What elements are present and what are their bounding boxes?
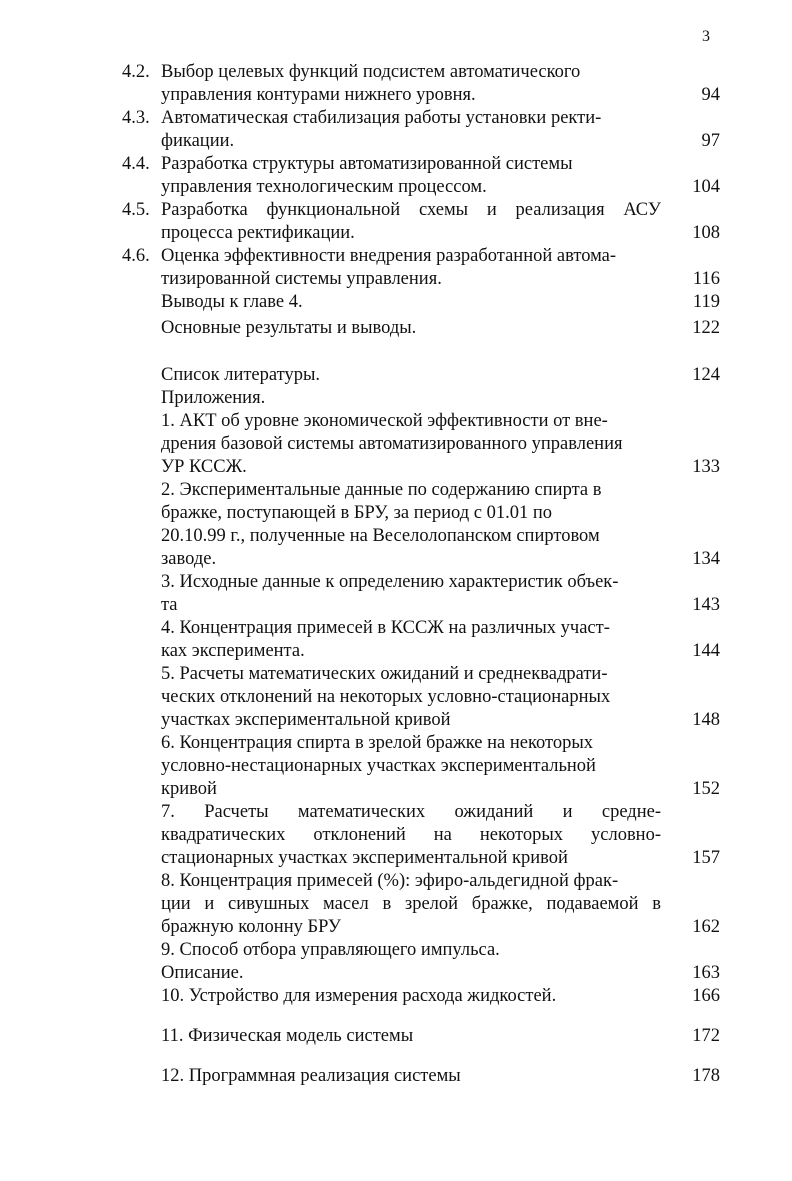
toc-entry-line: Выводы к главе 4.	[161, 292, 303, 312]
toc-entry-line: 1. АКТ об уровне экономической эффективности от вне-	[161, 411, 608, 431]
toc-entry-page: 104	[692, 177, 720, 197]
toc-entry-number: 4.3.	[122, 108, 150, 128]
page-number: 3	[702, 28, 710, 45]
toc-entry-line: 12. Программная реализация системы	[161, 1066, 461, 1086]
toc-entry-line: Разработка функциональной схемы и реализация АСУ	[161, 200, 661, 220]
toc-entry-line: квадратических отклонений на некоторых условно-	[161, 825, 661, 845]
toc-entry-line: УР КССЖ.	[161, 457, 247, 477]
toc-entry-page: 166	[692, 986, 720, 1006]
toc-entry-page: 124	[692, 365, 720, 385]
toc-entry-line: процесса ректификации.	[161, 223, 355, 243]
toc-entry-line: Основные результаты и выводы.	[161, 318, 417, 338]
toc-entry-line: условно-нестационарных участках экспериментальной	[161, 756, 596, 776]
toc-entry-page: 133	[692, 457, 720, 477]
toc-entry-number: 4.2.	[122, 62, 150, 82]
toc-entry-line: 3. Исходные данные к определению характеристик объек-	[161, 572, 619, 592]
toc-entry-page: 116	[692, 269, 720, 289]
toc-entry-line: 4. Концентрация примесей в КССЖ на различных участ-	[161, 618, 610, 638]
toc-entry-page: 144	[692, 641, 720, 661]
toc-entry-line: заводе.	[161, 549, 217, 569]
toc-entry-line: кривой	[161, 779, 217, 799]
toc-entry-line: дрения базовой системы автоматизированного управления	[161, 434, 623, 454]
toc-entry-line: 8. Концентрация примесей (%): эфиро-альдегидной фрак-	[161, 871, 619, 891]
toc-entry-line: стационарных участках экспериментальной кривой	[161, 848, 568, 868]
toc-entry-line: Разработка структуры автоматизированной системы	[161, 154, 573, 174]
toc-entry-line: та	[161, 595, 178, 615]
toc-entry-line: Приложения.	[161, 388, 266, 408]
toc-entry-line: Описание.	[161, 963, 244, 983]
toc-entry-page: 97	[701, 131, 720, 151]
toc-entry-page: 148	[692, 710, 720, 730]
toc-entry-page: 162	[692, 917, 720, 937]
toc-entry-page: 172	[692, 1026, 720, 1046]
toc-entry-page: 152	[692, 779, 720, 799]
toc-entry-line: 11. Физическая модель системы	[161, 1026, 414, 1046]
toc-entry-line: ции и сивушных масел в зрелой бражке, подаваемой в	[161, 894, 661, 914]
toc-entry-line: участках экспериментальной кривой	[161, 710, 451, 730]
toc-entry-line: 7. Расчеты математических ожиданий и средне-	[161, 802, 661, 822]
toc-entry-line: бражную колонну БРУ	[161, 917, 342, 937]
toc-entry-number: 4.6.	[122, 246, 150, 266]
toc-entry-page: 119	[692, 292, 720, 312]
toc-entry-line: 5. Расчеты математических ожиданий и среднеквадрати-	[161, 664, 608, 684]
toc-entry-page: 94	[701, 85, 720, 105]
toc-entry-page: 178	[692, 1066, 720, 1086]
toc-entry-line: Автоматическая стабилизация работы установки ректи-	[161, 108, 602, 128]
toc-entry-page: 122	[692, 318, 720, 338]
toc-entry-page: 157	[692, 848, 720, 868]
toc-entry-number: 4.5.	[122, 200, 150, 220]
toc-entry-line: тизированной системы управления.	[161, 269, 442, 289]
toc-entry-line: Список литературы.	[161, 365, 321, 385]
toc-entry-line: Выбор целевых функций подсистем автоматического	[161, 62, 581, 82]
toc-entry-line: 6. Концентрация спирта в зрелой бражке на некоторых	[161, 733, 594, 753]
toc-entry-number: 4.4.	[122, 154, 150, 174]
toc-entry-line: управления технологическим процессом.	[161, 177, 487, 197]
toc-entry-line: 20.10.99 г., полученные на Веселолопанском спиртовом	[161, 526, 600, 546]
toc-entry-line: бражке, поступающей в БРУ, за период с 01.01 по	[161, 503, 553, 523]
toc-entry-line: управления контурами нижнего уровня.	[161, 85, 476, 105]
toc-entry-line: 9. Способ отбора управляющего импульса.	[161, 940, 500, 960]
toc-entry-line: 2. Экспериментальные данные по содержанию спирта в	[161, 480, 602, 500]
toc-entry-page: 143	[692, 595, 720, 615]
toc-entry-page: 134	[692, 549, 720, 569]
toc-entry-line: ческих отклонений на некоторых условно-стационарных	[161, 687, 611, 707]
toc-entry-line: 10. Устройство для измерения расхода жидкостей.	[161, 986, 557, 1006]
toc-entry-line: Оценка эффективности внедрения разработанной автома-	[161, 246, 617, 266]
toc-entry-page: 163	[692, 963, 720, 983]
toc-entry-line: ках эксперимента.	[161, 641, 305, 661]
toc-entry-page: 108	[692, 223, 720, 243]
toc-entry-line: фикации.	[161, 131, 235, 151]
